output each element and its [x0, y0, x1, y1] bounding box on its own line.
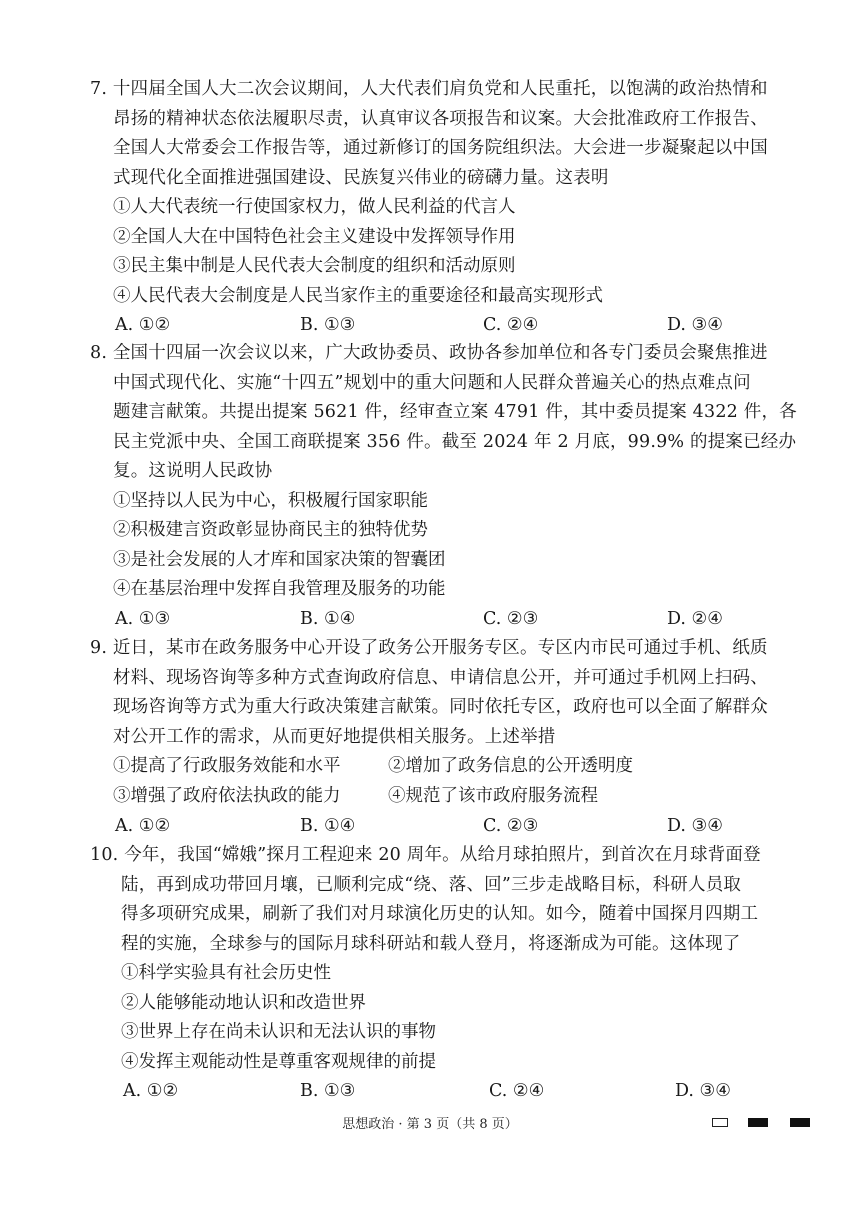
answer-choices: [90, 812, 810, 842]
answer-choices: [90, 605, 810, 635]
choice-b[interactable]: B. ①④: [300, 816, 356, 836]
statement-option: ③民主集中制是人民代表大会制度的组织和活动原则: [113, 256, 516, 276]
question-stem-line: 现场咨询等方式为重大行政决策建言献策。同时依托专区，政府也可以全面了解群众: [113, 697, 768, 717]
statement-option: ③世界上存在尚未认识和无法认识的事物: [121, 1022, 436, 1042]
statement-option-row: [90, 752, 810, 782]
question-stem-line: 得多项研究成果，刷新了我们对月球演化历史的认知。如今，随着中国探月四期工: [121, 904, 759, 924]
statement-option: ④在基层治理中发挥自我管理及服务的功能: [113, 579, 446, 599]
choice-a[interactable]: A. ①③: [115, 608, 171, 629]
statement-option: ①人大代表统一行使国家权力，做人民利益的代言人: [113, 197, 516, 217]
statement-option: ④人民代表大会制度是人民当家作主的重要途径和最高实现形式: [113, 285, 603, 306]
choice-b[interactable]: B. ①④: [300, 608, 356, 629]
choice-c[interactable]: C. ②③: [483, 608, 539, 629]
choice-c[interactable]: C. ②④: [489, 1081, 545, 1101]
statement-option: ①提高了行政服务效能和水平: [113, 756, 341, 776]
choice-d[interactable]: D. ③④: [675, 1081, 731, 1101]
answer-choices: [90, 1077, 810, 1107]
question-8: [90, 339, 810, 635]
statement-option: ①坚持以人民为中心，积极履行国家职能: [113, 490, 428, 511]
statement-option: ①科学实验具有社会历史性: [121, 963, 331, 983]
choice-a[interactable]: A. ①②: [115, 816, 171, 836]
answer-choices: [90, 311, 810, 341]
question-stem-line: 程的实施，全球参与的国际月球科研站和载人登月，将逐渐成为可能。这体现了: [121, 933, 741, 954]
question-stem-line: 式现代化全面推进强国建设、民族复兴伟业的磅礴力量。这表明: [113, 167, 609, 188]
statement-option: ④发挥主观能动性是尊重客观规律的前提: [121, 1051, 436, 1072]
question-stem-line: 7. 十四届全国人大二次会议期间，人大代表们肩负党和人民重托，以饱满的政治热情和: [90, 79, 768, 99]
page-footer: 思想政治 · 第 3 页（共 8 页）: [342, 1117, 518, 1132]
statement-option-row: [90, 782, 810, 812]
choice-b[interactable]: B. ①③: [300, 1081, 356, 1101]
choice-c[interactable]: C. ②③: [483, 816, 539, 836]
question-stem-line: 复。这说明人民政协: [113, 461, 273, 481]
question-stem-line: 昂扬的精神状态依法履职尽责，认真审议各项报告和议案。大会批准政府工作报告、: [113, 108, 768, 129]
filled-block-mark: [790, 1118, 810, 1127]
question-stem-line: 全国人大常委会工作报告等，通过新修订的国务院组织法。大会进一步凝聚起以中国: [113, 138, 768, 158]
statement-option: ②增加了政务信息的公开透明度: [388, 756, 633, 776]
choice-b[interactable]: B. ①③: [300, 315, 356, 335]
statement-option: ③是社会发展的人才库和国家决策的智囊团: [113, 549, 446, 570]
question-7: [90, 75, 810, 341]
question-stem-line: 材料、现场咨询等多种方式查询政府信息、申请信息公开，并可通过手机网上扫码、: [113, 667, 768, 688]
question-10: [90, 841, 810, 1107]
statement-option: ④规范了该市政府服务流程: [388, 786, 598, 806]
statement-option: ②积极建言资政彰显协商民主的独特优势: [113, 520, 428, 540]
question-stem-line: 对公开工作的需求，从而更好地提供相关服务。上述举措: [113, 726, 556, 747]
choice-d[interactable]: D. ②④: [667, 608, 723, 629]
choice-a[interactable]: A. ①②: [115, 315, 171, 335]
choice-d[interactable]: D. ③④: [667, 315, 723, 335]
choice-a[interactable]: A. ①②: [123, 1081, 179, 1101]
statement-option: ②人能够能动地认识和改造世界: [121, 992, 366, 1013]
question-stem-line: 8. 全国十四届一次会议以来，广大政协委员、政协各参加单位和各专门委员会聚焦推进: [90, 343, 768, 363]
filled-block-mark: [748, 1118, 768, 1127]
question-stem-line: 题建言献策。共提出提案 5621 件，经审查立案 4791 件，其中委员提案 4322 件，各: [113, 402, 797, 422]
question-9: [90, 634, 810, 842]
question-stem-line: 9. 近日，某市在政务服务中心开设了政务公开服务专区。专区内市民可通过手机、纸质: [90, 638, 768, 658]
choice-c[interactable]: C. ②④: [483, 315, 539, 335]
question-stem-line: 中国式现代化、实施“十四五”规划中的重大问题和人民群众普遍关心的热点难点问: [113, 372, 751, 393]
statement-option: ②全国人大在中国特色社会主义建设中发挥领导作用: [113, 226, 516, 247]
choice-d[interactable]: D. ③④: [667, 816, 723, 836]
question-stem-line: 10. 今年，我国“嫦娥”探月工程迎来 20 周年。从给月球拍照片，到首次在月球背面登: [90, 845, 761, 865]
empty-block-mark: [712, 1118, 728, 1127]
question-stem-line: 陆，再到成功带回月壤，已顺利完成“绕、落、回”三步走战略目标，科研人员取: [121, 874, 742, 895]
question-stem-line: 民主党派中央、全国工商联提案 356 件。截至 2024 年 2 月底，99.9% 的提案已经办: [113, 431, 797, 452]
statement-option: ③增强了政府依法执政的能力: [113, 786, 341, 806]
